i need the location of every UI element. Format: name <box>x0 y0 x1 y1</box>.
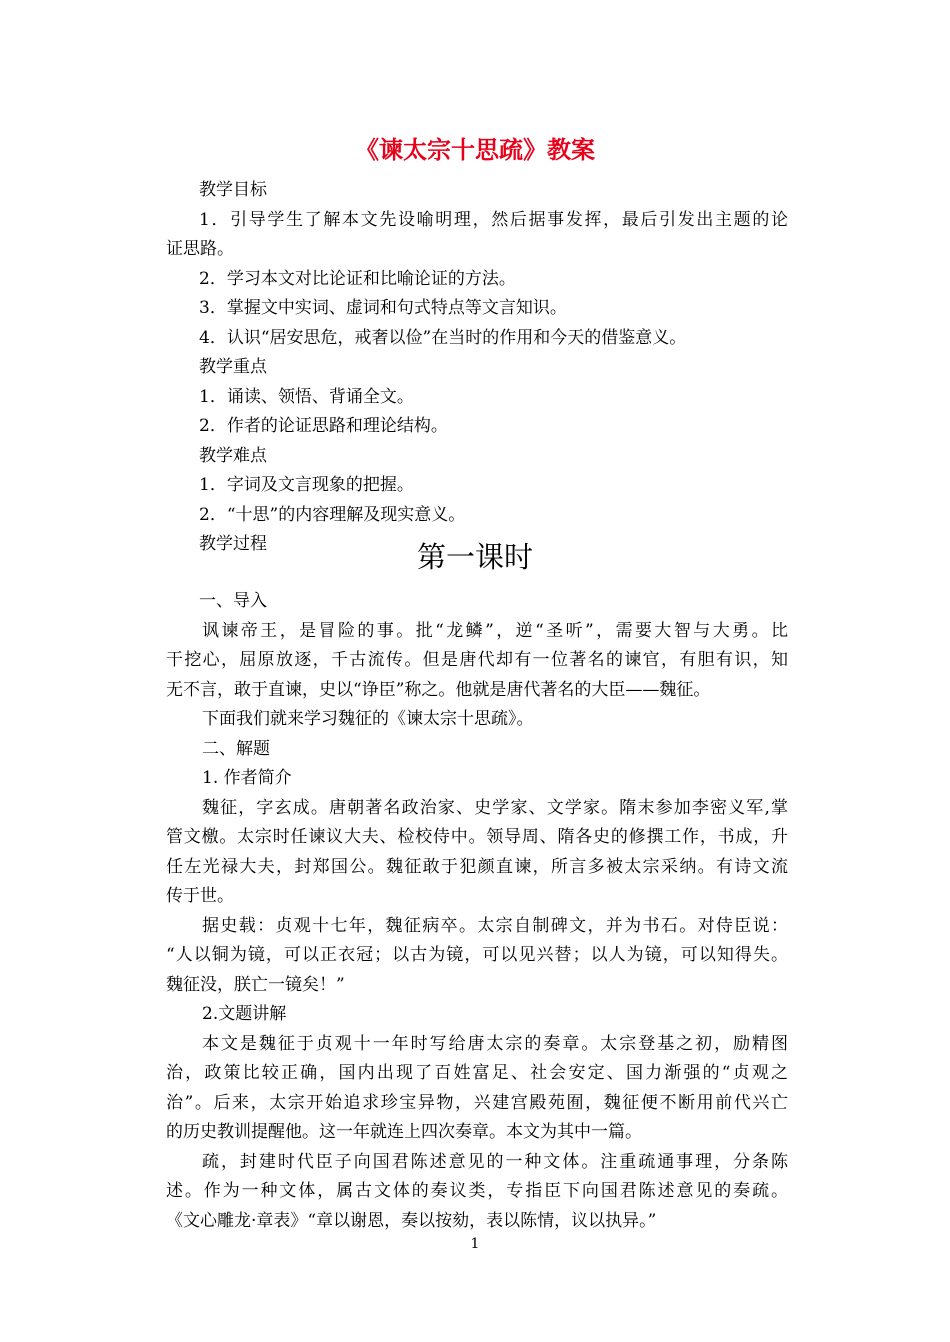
text-line: 一、导入 <box>199 591 267 611</box>
lesson-content-section <box>166 587 788 1236</box>
text-line: 述。作为一种文体，属古文体的奏议类，专指臣下向国君陈述意见的奏疏。 <box>166 1181 788 1201</box>
text-line: 魏征，字玄成。唐朝著名政治家、史学家、文学家。隋末参加李密义军,掌 <box>202 797 788 818</box>
text-line: 教学重点 <box>199 357 267 377</box>
text-line: 2．学习本文对比论证和比喻论证的方法。 <box>199 268 516 289</box>
text-line: 二、解题 <box>202 738 270 759</box>
text-line: 教学过程 <box>199 534 267 554</box>
lesson-heading: 第一课时 <box>416 540 533 574</box>
text-line: 1．引导学生了解本文先设喻明理，然后据事发挥，最后引发出主题的论 <box>199 209 788 230</box>
text-line: 任左光禄大夫，封郑国公。魏征敢于犯颜直谏，所言多被太宗采纳。有诗文流 <box>166 856 788 877</box>
text-line: 教学难点 <box>199 445 267 466</box>
text-line: 魏征没，朕亡一镜矣！” <box>166 974 345 995</box>
text-line: 据史载：贞观十七年，魏征病卒。太宗自制碑文，并为书石。对侍臣说： <box>202 915 788 936</box>
text-line: 2．“十思”的内容理解及现实意义。 <box>199 504 466 525</box>
document-title: 《谏太宗十思疏》教案 <box>355 135 595 164</box>
text-line: 治”。后来，太宗开始追求珍宝异物，兴建宫殿苑囿，魏征便不断用前代兴亡 <box>166 1092 788 1113</box>
text-line: 的历史教训提醒他。这一年就连上四次奏章。本文为其中一篇。 <box>166 1122 642 1142</box>
text-line: 证思路。 <box>166 239 234 259</box>
text-line: 4．认识“居安思危，戒奢以俭”在当时的作用和今天的借鉴意义。 <box>199 327 687 348</box>
text-line: 2．作者的论证思路和理论结构。 <box>199 416 448 436</box>
text-line: 治，政策比较正确，国内出现了百姓富足、社会安定、国力渐强的“贞观之 <box>166 1063 788 1083</box>
text-line: 3．掌握文中实词、虚词和句式特点等文言知识。 <box>199 298 567 318</box>
page-number: 1 <box>470 1236 480 1252</box>
text-line: 讽谏帝王，是冒险的事。批“龙鳞”，逆“圣听”，需要大智与大勇。比 <box>202 620 788 641</box>
text-line: 2.文题讲解 <box>202 1004 287 1024</box>
text-line: 1. 作者简介 <box>202 768 292 788</box>
text-line: 教学目标 <box>199 180 267 200</box>
text-line: 疏，封建时代臣子向国君陈述意见的一种文体。注重疏通事理，分条陈 <box>202 1151 788 1172</box>
text-line: 管文檄。太宗时任谏议大夫、检校侍中。领导周、隋各史的修撰工作，书成，升 <box>166 827 788 847</box>
text-line: 本文是魏征于贞观十一年时写给唐太宗的奏章。太宗登基之初，励精图 <box>202 1033 788 1054</box>
text-line: 《文心雕龙·章表》“章以谢恩，奏以按劾，表以陈情，议以执异。” <box>166 1210 657 1231</box>
objectives-section <box>166 176 788 560</box>
text-line: 无不言，敢于直谏，史以“诤臣”称之。他就是唐代著名的大臣——魏征。 <box>166 679 711 700</box>
text-line: 1．字词及文言现象的把握。 <box>199 475 414 495</box>
text-line: 传于世。 <box>166 886 234 906</box>
text-line: 下面我们就来学习魏征的《谏太宗十思疏》。 <box>202 709 534 729</box>
text-line: “人以铜为镜，可以正衣冠；以古为镜，可以见兴替；以人为镜，可以知得失。 <box>166 945 788 965</box>
text-line: 1．诵读、领悟、背诵全文。 <box>199 386 414 407</box>
text-line: 干挖心，屈原放逐，千古流传。但是唐代却有一位著名的谏官，有胆有识，知 <box>166 650 788 670</box>
